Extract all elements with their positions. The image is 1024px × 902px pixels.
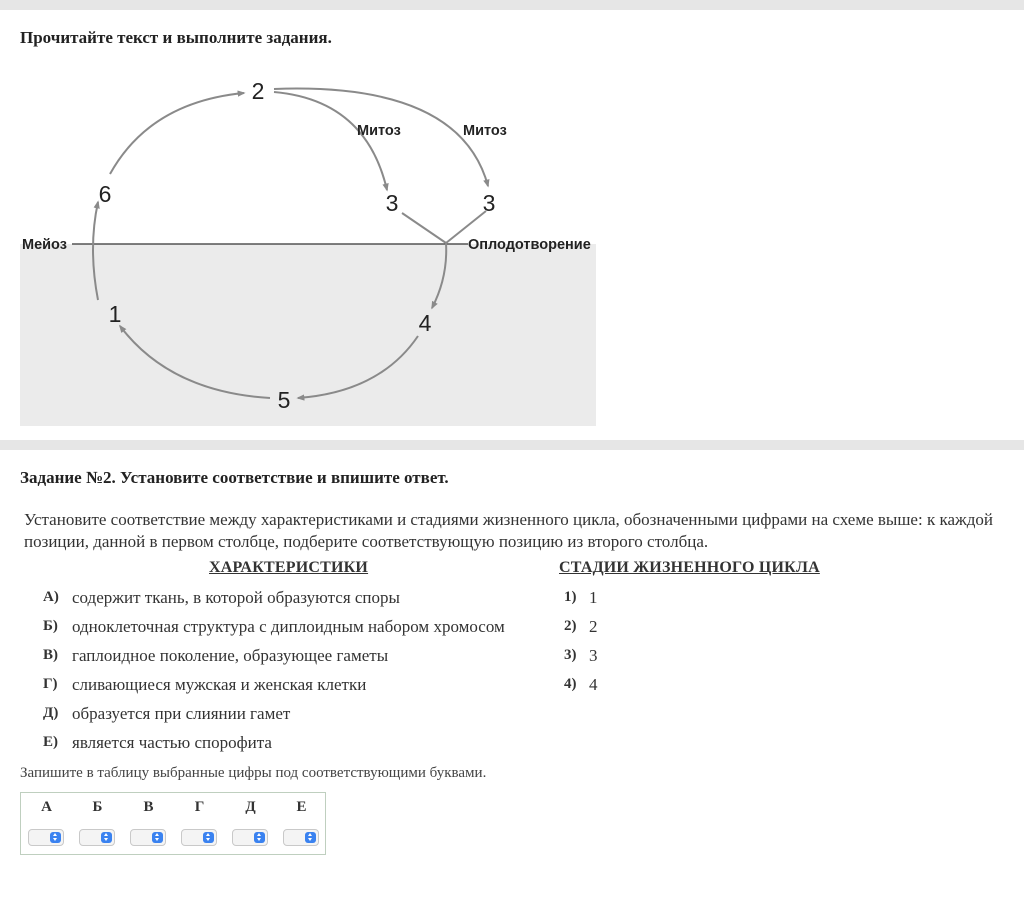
characteristic-key: Д)	[43, 705, 59, 721]
task1-heading: Прочитайте текст и выполните задания.	[20, 28, 332, 47]
characteristic-text: образуется при слиянии гамет	[72, 704, 291, 723]
mitosis-label-left: Митоз	[357, 123, 401, 139]
task2-heading: Задание №2. Установите соответствие и впишите ответ.	[20, 468, 449, 487]
answer-column-header: В	[143, 799, 154, 815]
stage-number: 5	[277, 387, 291, 413]
select-arrows-icon	[152, 832, 163, 843]
line-3-to-fusion	[402, 213, 446, 243]
stage-number: 1	[108, 301, 122, 327]
answer-column-header: А	[41, 799, 52, 815]
answer-select-e[interactable]	[283, 829, 319, 846]
stage-text: 3	[589, 646, 598, 665]
arrow-2-to-3-mitosis	[274, 92, 387, 190]
stage-number: 2	[251, 78, 265, 104]
select-arrows-icon	[50, 832, 61, 843]
answer-column-header: Д	[245, 799, 256, 815]
select-arrows-icon	[305, 832, 316, 843]
answer-select-d[interactable]	[232, 829, 268, 846]
stages-header: СТАДИИ ЖИЗНЕННОГО ЦИКЛА	[559, 559, 820, 576]
stage-text: 4	[589, 675, 598, 694]
answer-column-header: Б	[92, 799, 103, 815]
characteristics-header: ХАРАКТЕРИСТИКИ	[209, 559, 369, 576]
answer-column-header: Г	[194, 799, 205, 815]
characteristic-key: А)	[43, 589, 59, 605]
stage-key: 3)	[564, 647, 577, 663]
select-arrows-icon	[101, 832, 112, 843]
characteristic-key: В)	[43, 647, 58, 663]
fertilization-label: Оплодотворение	[468, 237, 591, 253]
stage-key: 1)	[564, 589, 577, 605]
stage-key: 4)	[564, 676, 577, 692]
stage-text: 1	[589, 588, 598, 607]
characteristic-text: содержит ткань, в которой образуются споры	[72, 588, 400, 607]
life-cycle-svg	[20, 62, 596, 426]
select-arrows-icon	[254, 832, 265, 843]
meiosis-label: Мейоз	[22, 237, 67, 253]
answer-instruction: Запишите в таблицу выбранные цифры под соответствующими буквами.	[20, 765, 487, 781]
characteristic-key: Е)	[43, 734, 58, 750]
answer-table	[20, 792, 326, 855]
answer-select-a[interactable]	[28, 829, 64, 846]
characteristic-key: Г)	[43, 676, 58, 692]
answer-select-b[interactable]	[79, 829, 115, 846]
characteristic-text: гаплоидное поколение, образующее гаметы	[72, 646, 389, 665]
characteristic-text: сливающиеся мужская и женская клетки	[72, 675, 367, 694]
top-separator-bar	[0, 0, 1024, 10]
stage-text: 2	[589, 617, 598, 636]
stage-number: 3	[385, 190, 399, 216]
task-instruction: Установите соответствие между характеристиками и стадиями жизненного цикла, обозначенными цифрами на схеме выше: к каждой позиции, данной в первом столбце, подберите соответствующую позицию из второго столбца.	[24, 510, 993, 551]
select-arrows-icon	[203, 832, 214, 843]
stage-key: 2)	[564, 618, 577, 634]
answer-column-header: Е	[296, 799, 307, 815]
answer-select-v[interactable]	[130, 829, 166, 846]
mitosis-label-right: Митоз	[463, 123, 507, 139]
characteristic-key: Б)	[43, 618, 58, 634]
characteristic-text: одноклеточная структура с диплоидным набором хромосом	[72, 617, 505, 636]
answer-select-g[interactable]	[181, 829, 217, 846]
characteristic-text: является частью спорофита	[72, 733, 272, 752]
stage-number: 6	[98, 181, 112, 207]
life-cycle-diagram	[20, 62, 596, 426]
stage-number: 4	[418, 310, 432, 336]
stage-number: 3	[482, 190, 496, 216]
section-separator-bar	[0, 440, 1024, 450]
diploid-shaded-area	[20, 244, 596, 426]
arrow-6-to-2	[110, 93, 244, 174]
